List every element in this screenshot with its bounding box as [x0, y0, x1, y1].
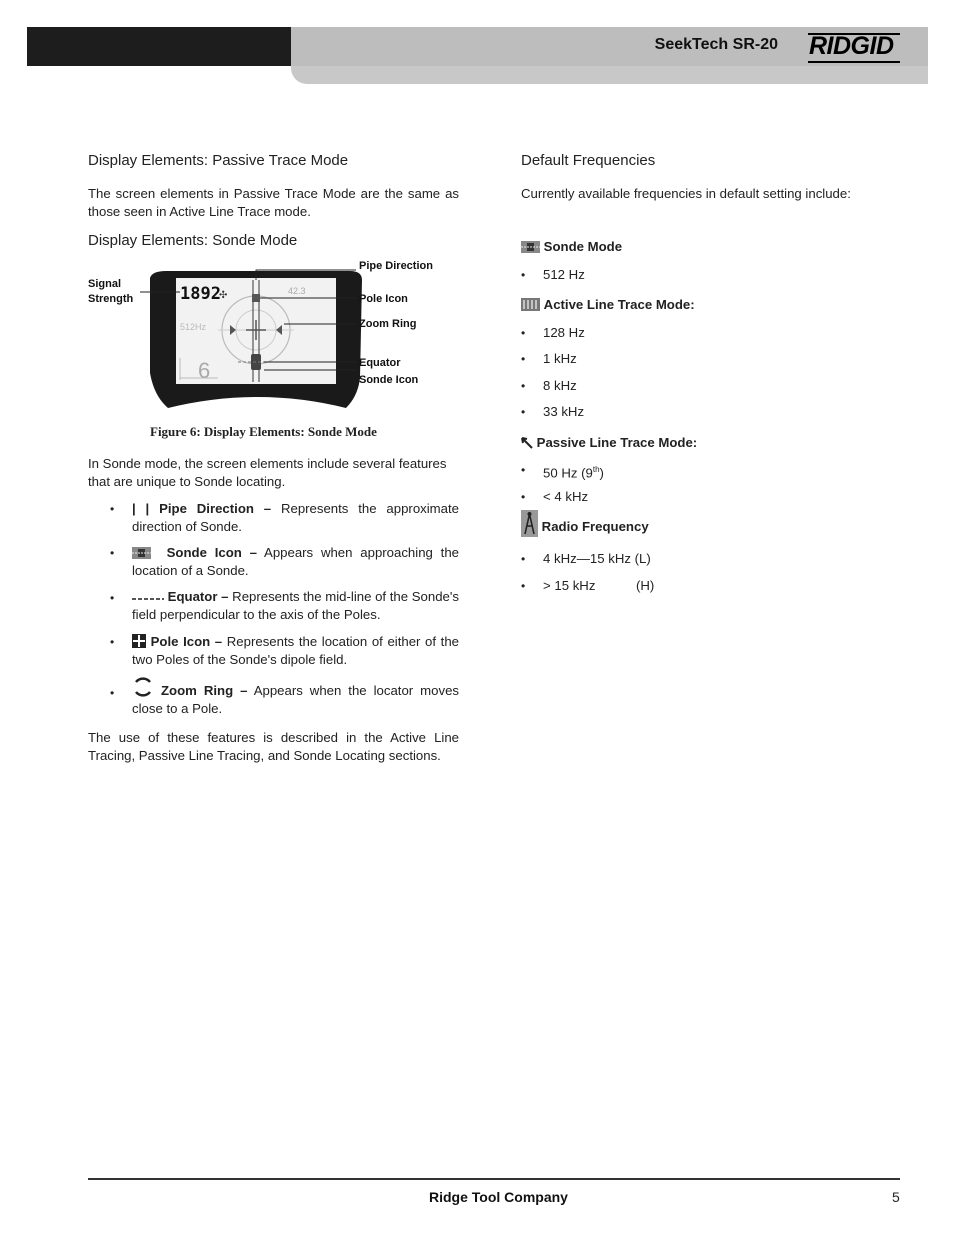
label-pole-icon: Pole Icon	[359, 293, 408, 305]
bullet-pipe-direction: | | Pipe Direction – Represents the approximate direction of Sonde.	[132, 501, 459, 534]
bullet-dot: •	[521, 352, 526, 366]
screen-frequency: 512Hz	[180, 322, 207, 332]
footer-rule	[88, 1178, 900, 1180]
freq-lt-4k: < 4 kHz	[543, 489, 589, 504]
freq-512: 512 Hz	[543, 267, 585, 282]
header-title: SeekTech SR-20	[654, 36, 778, 53]
default-frequencies-heading: Default Frequencies	[521, 152, 656, 169]
bullet-dot: •	[521, 490, 526, 504]
freq-50hz: 50 Hz (9th)	[543, 465, 604, 481]
bullet-dot: •	[521, 379, 526, 393]
default-frequencies-intro: Currently available frequencies in default setting include:	[521, 186, 851, 201]
pole-icon-mark	[252, 294, 260, 302]
zoom-ring-icon	[132, 676, 154, 698]
screen-depth: 6	[198, 358, 211, 383]
bullet-dot: •	[521, 405, 526, 419]
bullet-dot: •	[110, 686, 115, 700]
bullet-dot: •	[110, 502, 115, 516]
equator-icon	[132, 595, 164, 603]
footer-company: Ridge Tool Company	[429, 1189, 568, 1205]
label-pipe-direction: Pipe Direction	[359, 260, 433, 272]
active-trace-icon	[521, 298, 540, 311]
sonde-display-illustration	[88, 258, 468, 418]
sonde-mode-heading: Display Elements: Sonde Mode	[88, 232, 298, 249]
label-equator: Equator	[359, 357, 401, 369]
bullet-pole-icon: Pole Icon – Represents the location of either of the two Poles of the Sonde's dipole field.	[132, 634, 459, 667]
passive-mode-title: Passive Line Trace Mode:	[521, 434, 697, 452]
bullet-dot: •	[521, 463, 526, 477]
passive-trace-body: The screen elements in Passive Trace Mode are the same as those seen in Active Line Trace mode.	[88, 186, 459, 219]
label-signal-strength: Signal Strength	[88, 278, 134, 305]
radio-mode-title: Radio Frequency	[521, 510, 649, 537]
screen-signal-value: 1892	[180, 284, 221, 304]
freq-radio-low: 4 kHz—15 kHz (L)	[543, 551, 651, 566]
sonde-mode-icon	[521, 241, 540, 253]
bullet-dot: •	[521, 268, 526, 282]
closing-paragraph: The use of these features is described in the Active Line Tracing, Passive Line Tracing, and Sonde Locating sections.	[88, 730, 459, 763]
bullet-zoom-ring: Zoom Ring – Appears when the locator moves close to a Pole.	[132, 676, 459, 718]
screen-top-right-value: 42.3	[288, 286, 306, 296]
pole-icon	[132, 634, 146, 648]
figure-caption: Figure 6: Display Elements: Sonde Mode	[150, 424, 377, 439]
page-number: 5	[892, 1189, 900, 1205]
header-tab	[291, 66, 928, 84]
header-black-band	[27, 27, 291, 66]
brand-wordmark: RIDGID	[809, 32, 894, 60]
bullet-equator: Equator – Represents the mid-line of the Sonde's field perpendicular to the axis of the Poles.	[132, 589, 459, 622]
bullet-term: | | Pipe Direction –	[132, 501, 272, 516]
freq-1k: 1 kHz	[543, 351, 577, 366]
freq-128: 128 Hz	[543, 325, 585, 340]
bullet-dot: •	[521, 326, 526, 340]
sonde-mode-title: Sonde Mode	[521, 238, 622, 256]
bullet-dot: •	[110, 635, 115, 649]
sonde-display-figure	[88, 258, 468, 418]
freq-radio-high-band: (H)	[636, 578, 655, 593]
freq-8k: 8 kHz	[543, 378, 577, 393]
bullet-sonde-icon: Sonde Icon – Appears when approaching the location of a Sonde.	[132, 545, 459, 578]
freq-radio-high: > 15 kHz	[543, 578, 596, 593]
passive-trace-heading: Display Elements: Passive Trace Mode	[88, 152, 349, 169]
screen-signal-glyph: ✣	[219, 290, 228, 301]
ridgid-logo	[806, 33, 902, 63]
bullet-dot: •	[110, 546, 115, 560]
label-sonde-icon: Sonde Icon	[359, 374, 419, 386]
bullet-dot: •	[521, 552, 526, 566]
label-zoom-ring: Zoom Ring	[359, 318, 417, 330]
radio-tower-icon	[521, 510, 538, 537]
passive-trace-icon	[521, 437, 533, 449]
bullet-dot: •	[521, 579, 526, 593]
sonde-intro: In Sonde mode, the screen elements include several features that are unique to Sonde locating.	[88, 456, 447, 489]
sonde-icon	[132, 547, 151, 559]
active-mode-title: Active Line Trace Mode:	[521, 296, 695, 314]
freq-33k: 33 kHz	[543, 404, 585, 419]
bullet-dot: •	[110, 591, 115, 605]
